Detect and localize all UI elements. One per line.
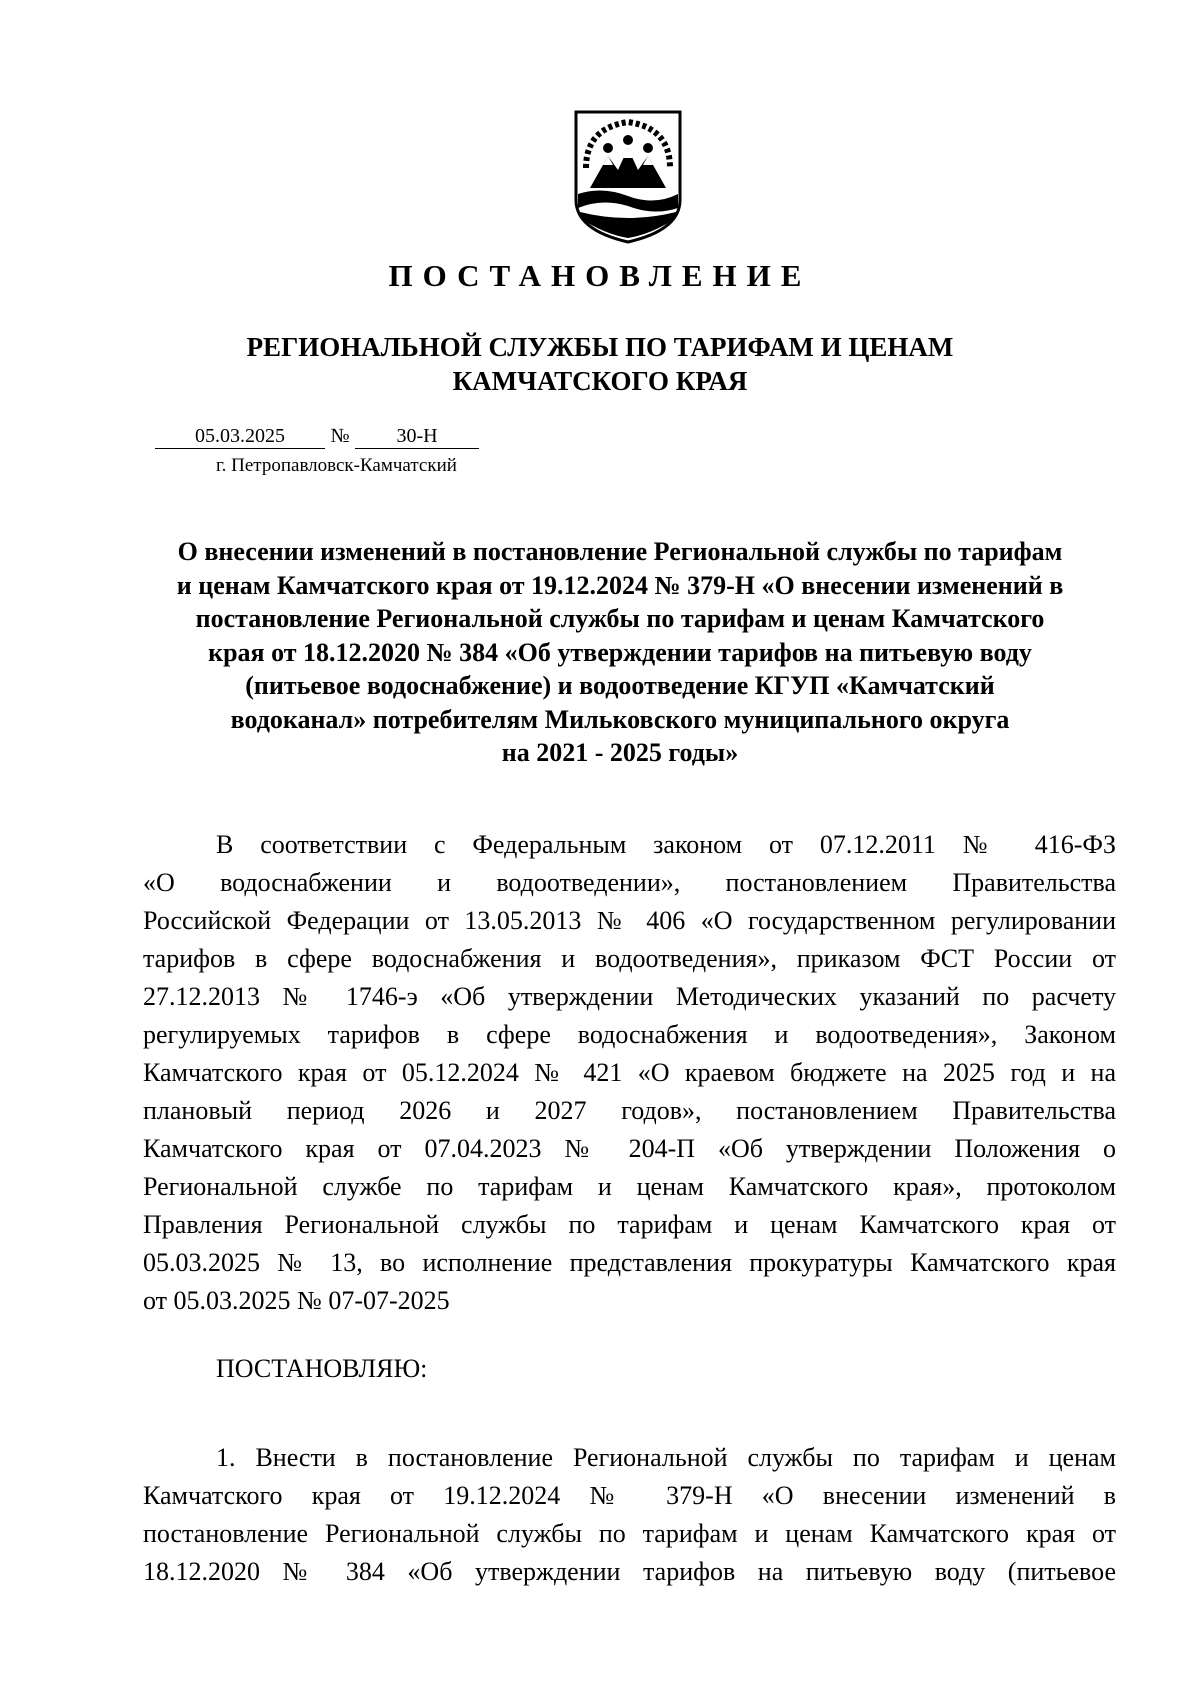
preamble-line: регулируемых тарифов в сфере водоснабжения и водоотведения», Законом bbox=[143, 1020, 1116, 1049]
preamble-line: Правления Региональной службы по тарифам и ценам Камчатского края от bbox=[143, 1210, 1116, 1239]
preamble-line: Российской Федерации от 13.05.2013 № 406 «О государственном регулировании bbox=[143, 906, 1116, 935]
document-number: 30-Н bbox=[355, 424, 479, 449]
title-line: края от 18.12.2020 № 384 «Об утверждении тарифов на питьевую воду bbox=[208, 637, 1032, 667]
preamble-line: 05.03.2025 № 13, во исполнение представления прокуратуры Камчатского края bbox=[143, 1248, 1116, 1277]
issuer-line-2: КАМЧАТСКОГО КРАЯ bbox=[452, 366, 748, 396]
decree-word: ПОСТАНОВЛЯЮ: bbox=[216, 1354, 428, 1383]
item-line: постановление Региональной службы по тарифам и ценам Камчатского края от bbox=[143, 1519, 1116, 1548]
item-line: 1. Внести в постановление Региональной службы по тарифам и ценам bbox=[216, 1443, 1116, 1472]
preamble-line: Региональной службе по тарифам и ценам Камчатского края», протоколом bbox=[143, 1172, 1116, 1201]
title-line: и ценам Камчатского края от 19.12.2024 № 379-Н «О внесении изменений в bbox=[176, 570, 1064, 600]
coat-of-arms bbox=[572, 108, 684, 246]
document-date: 05.03.2025 bbox=[155, 424, 325, 449]
document-city: г. Петропавловск-Камчатский bbox=[216, 455, 457, 476]
title-line: О внесении изменений в постановление Региональной службы по тарифам bbox=[177, 537, 1063, 566]
item-line: 18.12.2020 № 384 «Об утверждении тарифов на питьевую воду (питьевое bbox=[143, 1557, 1116, 1586]
preamble-line: тарифов в сфере водоснабжения и водоотведения», приказом ФСТ России от bbox=[143, 944, 1116, 973]
number-sign: № bbox=[330, 425, 350, 447]
title-line: постановление Региональной службы по тарифам и ценам Камчатского bbox=[195, 604, 1045, 633]
issuer-line-1: РЕГИОНАЛЬНОЙ СЛУЖБЫ ПО ТАРИФАМ И ЦЕНАМ bbox=[246, 332, 954, 362]
kamchatka-coat-of-arms-icon bbox=[572, 108, 684, 246]
preamble-line: от 05.03.2025 № 07-07-2025 bbox=[143, 1286, 450, 1315]
item-line: Камчатского края от 19.12.2024 № 379-Н «О внесении изменений в bbox=[143, 1481, 1116, 1510]
title-line: на 2021 - 2025 годы» bbox=[501, 738, 739, 767]
document-date-number bbox=[155, 424, 479, 449]
document-type-heading: ПОСТАНОВЛЕНИЕ bbox=[388, 258, 812, 293]
preamble-line: В соответствии с Федеральным законом от 07.12.2011 № 416-ФЗ bbox=[216, 830, 1116, 859]
preamble-line: Камчатского края от 07.04.2023 № 204-П «Об утверждении Положения о bbox=[143, 1134, 1116, 1163]
preamble-line: «О водоснабжении и водоотведении», постановлением Правительства bbox=[143, 868, 1116, 897]
title-line: (питьевое водоснабжение) и водоотведение КГУП «Камчатский bbox=[245, 671, 995, 700]
preamble-paragraph bbox=[143, 826, 1116, 1320]
item-1-paragraph bbox=[143, 1439, 1116, 1591]
issuer-heading bbox=[0, 330, 1200, 398]
preamble-line: плановый период 2026 и 2027 годов», постановлением Правительства bbox=[143, 1096, 1116, 1125]
preamble-line: 27.12.2013 № 1746-э «Об утверждении Методических указаний по расчету bbox=[143, 982, 1116, 1011]
document-title bbox=[130, 535, 1110, 770]
preamble-line: Камчатского края от 05.12.2024 № 421 «О краевом бюджете на 2025 год и на bbox=[143, 1058, 1116, 1087]
title-line: водоканал» потребителям Мильковского муниципального округа bbox=[230, 704, 1010, 734]
